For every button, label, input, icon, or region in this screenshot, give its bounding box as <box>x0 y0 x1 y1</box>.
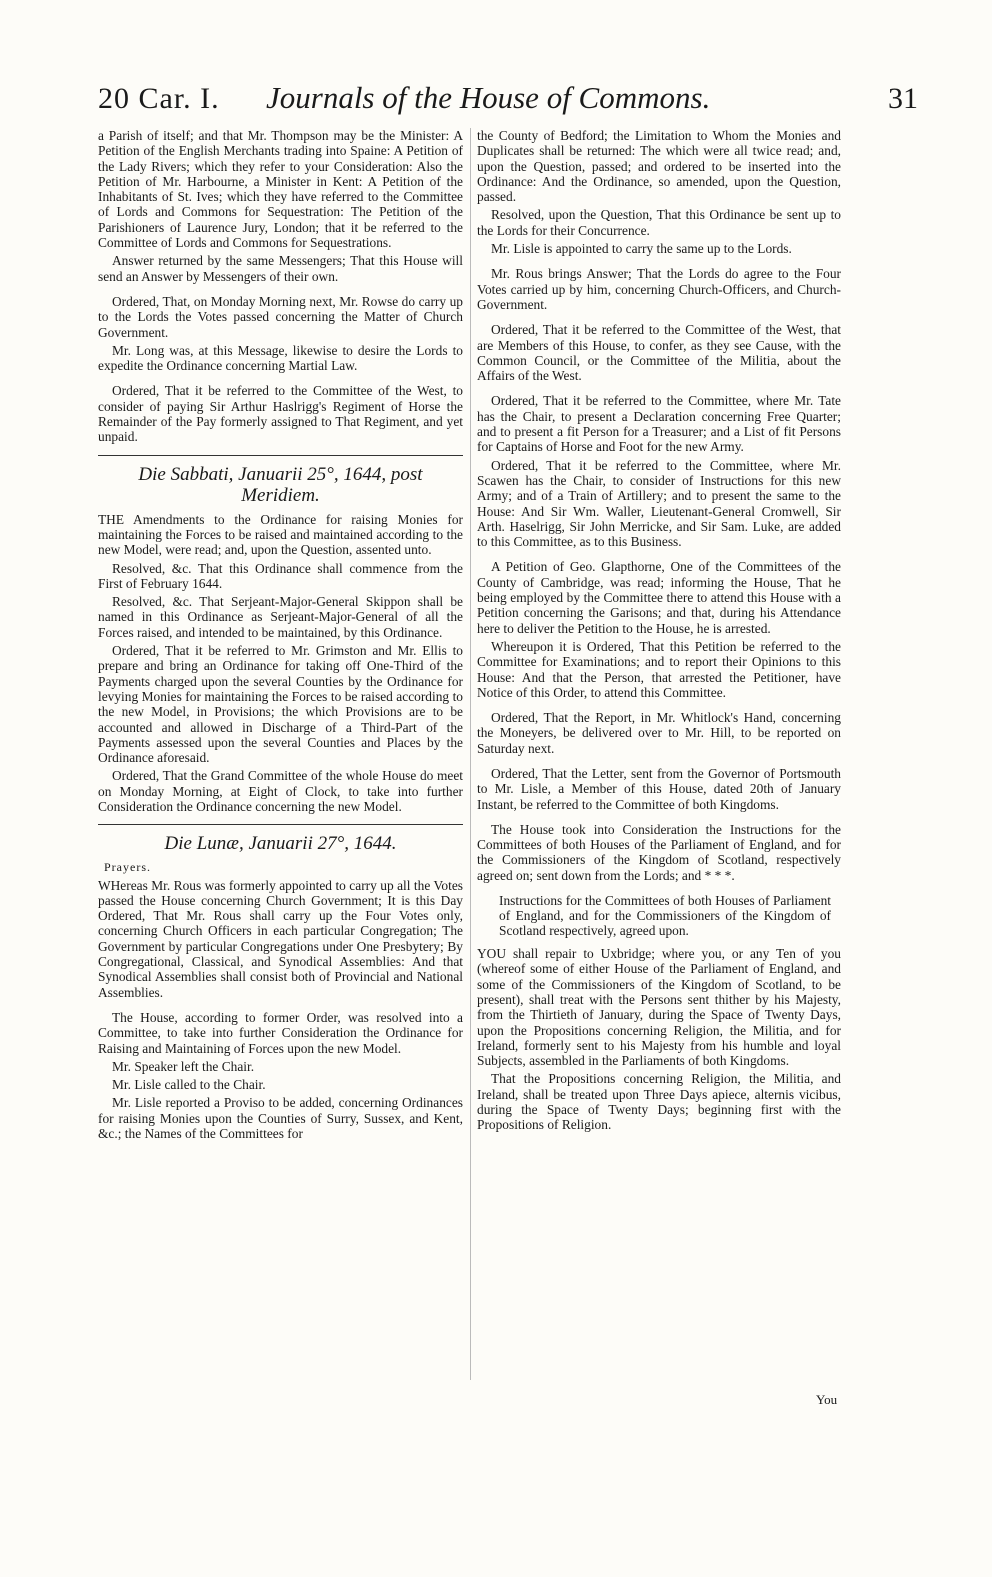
prayers-label: Prayers. <box>104 860 151 875</box>
paragraph: Ordered, That the Letter, sent from the Governor of Portsmouth to Mr. Lisle, a Member of this House, dated 20th of January Instant, be referred to the Committee of both Kingdoms. <box>477 765 841 812</box>
page-number: 31 <box>888 82 918 115</box>
left-column <box>98 128 463 1144</box>
instructions-title: Instructions for the Committees of both Houses of Parliament of England, and for the Commissioners of the Kingdom of Scotland respectively, agreed upon. <box>499 893 831 939</box>
session-heading: Die Sabbati, Januarii 25°, 1644, post Meridiem. <box>138 463 423 506</box>
catchword: You <box>816 1392 838 1407</box>
paragraph: Ordered, That it be referred to Mr. Grimston and Mr. Ellis to prepare and bring an Ordinance for taking off One-Third of the Payments charged upon the several Counties by the Ordinance for levying Monies for maintaining the Forces to be raised according to the new Model, in Provisions; the which Provisions are to be accounted and allowed in Discharge of a Third-Part of the Payments assessed upon the several Counties and Places by the Ordinance aforesaid. <box>98 643 463 766</box>
page-header <box>98 78 918 120</box>
paragraph: YOU shall repair to Uxbridge; where you, or any Ten of you (whereof some of either House of the Parliament of England, and some of the Commissioners of the Kingdom of Scotland, to be present), shall treat with the Persons sent thither by his Majesty, from the Thirtieth of January, during the Space of Twenty Days, upon the Propositions concerning Religion, the Militia, and for Ireland, formerly sent to his Majesty from his humble and loyal Subjects, assembled in the Parliaments of both Kingdoms. <box>477 946 841 1069</box>
paragraph: Ordered, That it be referred to the Committee, where Mr. Tate has the Chair, to present a Declaration concerning Free Quarter; and to present a fit Person for a Treasurer; and a List of fit Persons for Captains of Horse and Foot for the new Army. <box>477 393 841 455</box>
right-column <box>477 128 841 1136</box>
session-heading: Die Lunæ, Januarii 27°, 1644. <box>164 833 397 855</box>
paragraph: THE Amendments to the Ordinance for raising Monies for maintaining the Forces to be raised and maintained according to the new Model, were read; and, upon the Question, assented unto. <box>98 511 463 558</box>
regnal-year: 20 Car. I. <box>98 82 220 115</box>
section-rule <box>98 455 463 456</box>
paragraph: That the Propositions concerning Religion, the Militia, and Ireland, shall be treated upon Three Days apiece, alternis vicibus, during the Space of Twenty Days; beginning first with the Propositions of Religion. <box>477 1071 841 1133</box>
paragraph: Mr. Lisle reported a Proviso to be added, concerning Ordinances for raising Monies upon the Counties of Surry, Sussex, and Kent, &c.; the Names of the Committees for <box>98 1095 463 1142</box>
paragraph: Ordered, That the Grand Committee of the whole House do meet on Monday Morning, at Eight of Clock, to take into further Consideration the Ordinance concerning the new Model. <box>98 768 463 814</box>
paragraph: Resolved, upon the Question, That this Ordinance be sent up to the Lords for their Concurrence. <box>477 207 841 238</box>
paragraph: Ordered, That, on Monday Morning next, Mr. Rowse do carry up to the Lords the Votes passed concerning the Matter of Church Government. <box>98 293 463 340</box>
paragraph: Resolved, &c. That this Ordinance shall commence from the First of February 1644. <box>98 560 463 591</box>
paragraph: Whereupon it is Ordered, That this Petition be referred to the Committee for Examinations; and to report their Opinions to this House: And that the Person, that arrested the Petitioner, have Notice of this Order, to attend this Committee. <box>477 638 841 700</box>
paragraph: Resolved, &c. That Serjeant-Major-General Skippon shall be named in this Ordinance as Serjeant-Major-General of all the Forces raised, and intended to be maintained, by this Ordinance. <box>98 594 463 640</box>
paragraph: the County of Bedford; the Limitation to Whom the Monies and Duplicates shall be returned: The which were all twice read; and, upon the Question, passed; and ordered to be inserted into the Ordinance: And the Ordinance, so amended, upon the Question, passed. <box>477 128 841 205</box>
paragraph: The House took into Consideration the Instructions for the Committees of both Houses of the Parliament of England, and for the Commissioners of the Kingdom of Scotland, respectively agreed on; sent down from the Lords; and * * *. <box>477 821 841 883</box>
paragraph: Mr. Lisle called to the Chair. <box>112 1077 266 1093</box>
paragraph: a Parish of itself; and that Mr. Thompson may be the Minister: A Petition of the English Merchants trading into Spaine: A Petition of the Lady Rivers; which they refer to your Consideration: Also the Petition of Mr. Harbourne, a Minister in Kent: A Petition of the Inhabitants of St. Ives; which they have referred to the Committee of Lords and Commons for Sequestration: The Petition of the Parishioners of Laurence Jury, London; that it be referred to the Committee of Lords and Commons for Sequestrations. <box>98 128 463 251</box>
running-title: Journals of the House of Commons. <box>266 80 711 115</box>
paragraph: Answer returned by the same Messengers; That this House will send an Answer by Messengers of their own. <box>98 253 463 284</box>
paragraph: Mr. Speaker left the Chair. <box>112 1058 255 1074</box>
paragraph: WHereas Mr. Rous was formerly appointed to carry up all the Votes passed the House concerning Church Government; It is this Day Ordered, That Mr. Rous shall carry up the Four Votes only, concerning Church Officers in each particular Congregation; The Government by particular Congregations under One Presbytery; By Congregational, Classical, and Synodical Assemblies: And that Synodical Assemblies shall consist both of Provincial and National Assemblies. <box>98 877 463 1000</box>
section-rule <box>98 824 463 825</box>
paragraph: Ordered, That the Report, in Mr. Whitlock's Hand, concerning the Moneyers, be delivered over to Mr. Hill, to be reported on Saturday next. <box>477 710 841 756</box>
paragraph: Mr. Lisle is appointed to carry the same up to the Lords. <box>491 241 792 257</box>
paragraph: Mr. Long was, at this Message, likewise to desire the Lords to expedite the Ordinance concerning Martial Law. <box>98 342 463 374</box>
paragraph: The House, according to former Order, was resolved into a Committee, to take into further Consideration the Ordinance for Raising and Maintaining of Forces upon the new Model. <box>98 1009 463 1056</box>
paragraph: Ordered, That it be referred to the Committee of the West, to consider of paying Sir Arthur Haslrigg's Regiment of Horse the Remainder of the Pay formerly assigned to That Regiment, and yet unpaid. <box>98 383 463 445</box>
paragraph: Ordered, That it be referred to the Committee of the West, that are Members of this House, to confer, as they see Cause, with the Common Council, or the Committee of the Militia, about the Affairs of the West. <box>477 322 841 384</box>
column-divider <box>470 128 471 1380</box>
paragraph: Ordered, That it be referred to the Committee, where Mr. Scawen has the Chair, to consider of Instructions for this new Army; and of a Train of Artillery; and to present the same to the House: And Sir Wm. Waller, Lieutenant-General Cromwell, Sir Arth. Haselrigg, Sir John Merricke, and Sir Sam. Luke, are added to this Committee, as to this Business. <box>477 457 841 550</box>
paragraph: A Petition of Geo. Glapthorne, One of the Committees of the County of Cambridge, was read; informing the House, That he being employed by the Committee there to attend this House with a Petition concerning the Garisons; and that, during his Attendance here to deliver the Petition to the House, he is arrested. <box>477 559 841 636</box>
paragraph: Mr. Rous brings Answer; That the Lords do agree to the Four Votes carried up by him, concerning Church-Officers, and Church-Government. <box>477 266 841 312</box>
